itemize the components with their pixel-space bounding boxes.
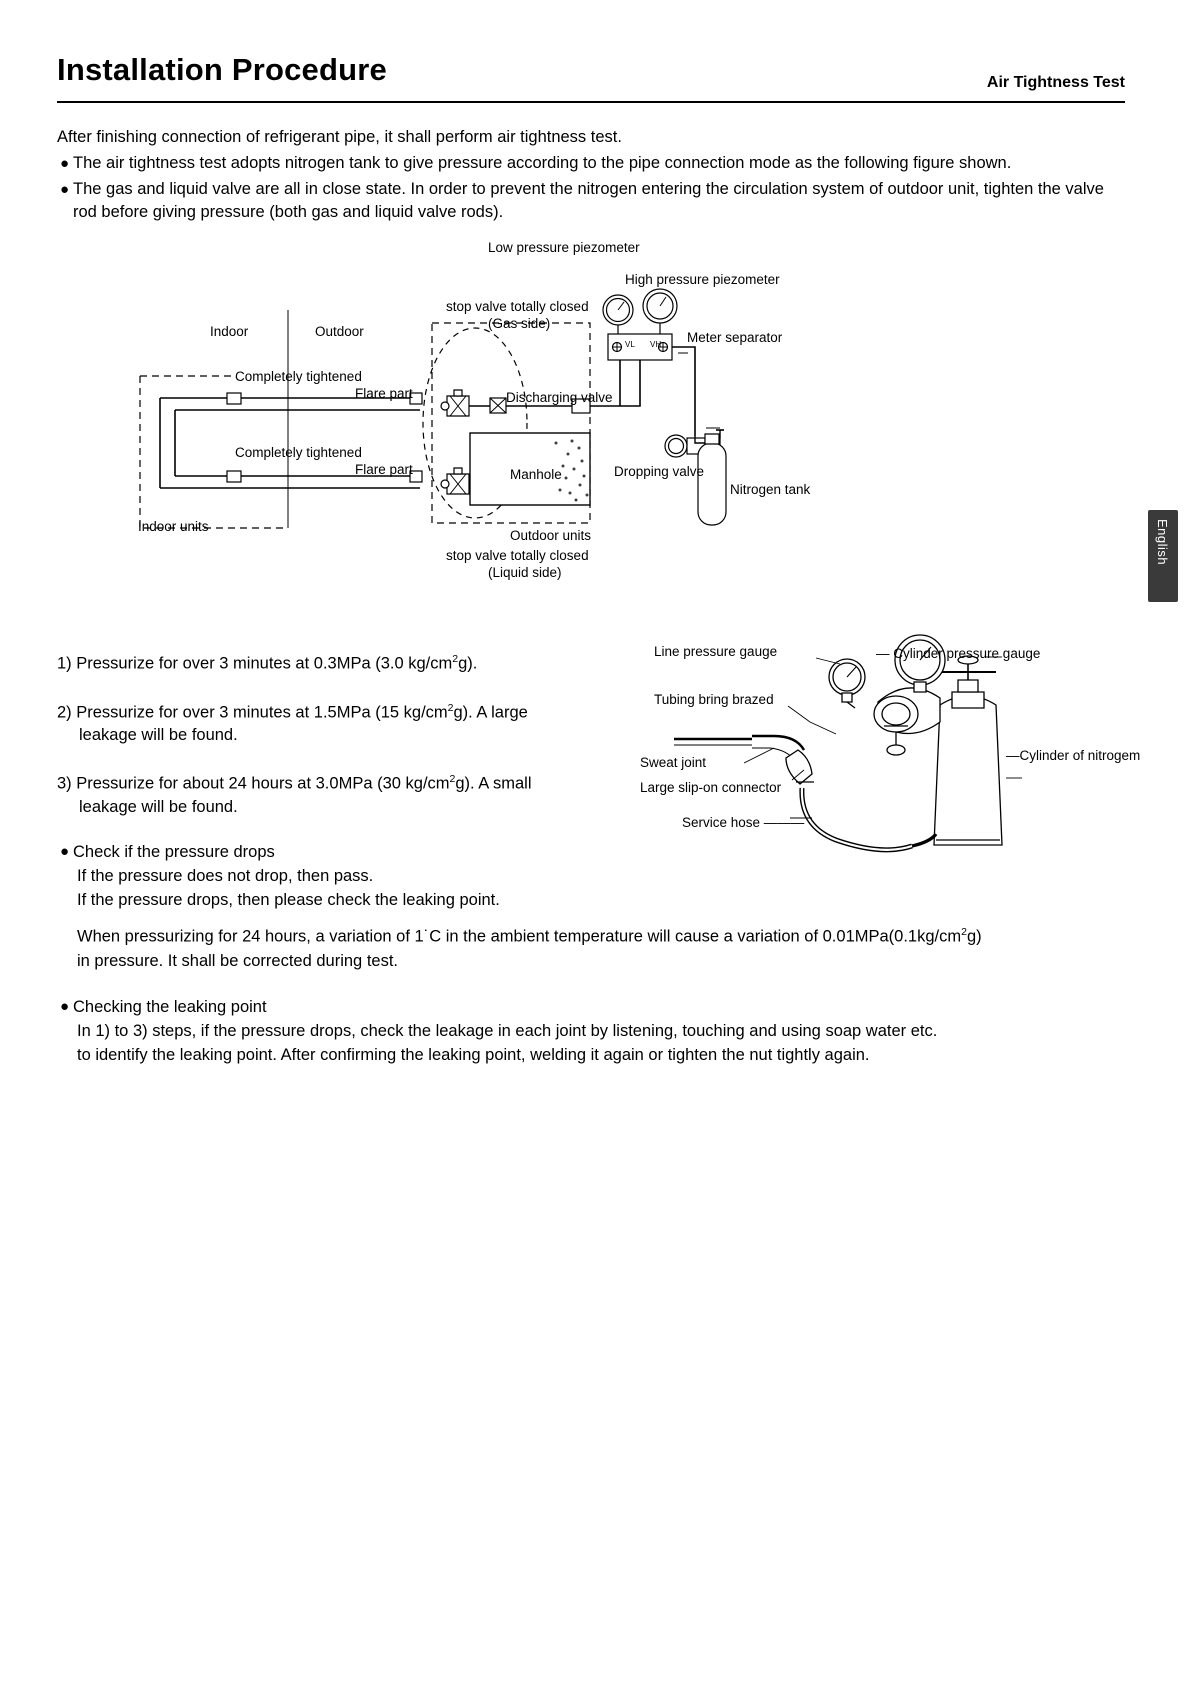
note-checking-leaking-point — [57, 995, 1127, 1067]
label-valve-hi: VH — [650, 340, 662, 349]
label-stop-valve-liquid-line2: (Liquid side) — [488, 565, 562, 580]
step-2-text-a: 2) Pressurize for over 3 minutes at 1.5MPa (15 kg/cm — [57, 703, 448, 721]
label-completely-tightened-1: Completely tightened — [235, 369, 362, 384]
page-header — [57, 52, 1125, 108]
bullet-dot-icon: ● — [60, 155, 70, 172]
label-sweat-joint: Sweat joint — [640, 755, 707, 770]
label-outdoor-units: Outdoor units — [510, 528, 592, 543]
label-stop-valve-gas-line2: (Gas side) — [488, 316, 551, 331]
note-1-line-3a: When pressurizing for 24 hours, a variation of 1 — [77, 927, 424, 946]
bullet-dot-icon: ● — [60, 181, 70, 198]
label-meter-separator: Meter separator — [687, 330, 783, 345]
label-high-pressure-piezometer-word: piezometer — [712, 272, 780, 287]
label-flare-part-2: Flare part — [355, 462, 413, 477]
intro-line: After finishing connection of refrigerant pipe, it shall perform air tightness test. — [57, 128, 622, 146]
label-dropping-valve: Dropping valve — [614, 464, 705, 479]
step-3-sup: 2 — [449, 773, 456, 785]
step-3-text-a: 3) Pressurize for about 24 hours at 3.0MPa (30 kg/cm — [57, 774, 450, 793]
spacer — [73, 912, 1127, 920]
label-low-pressure-piezometer — [488, 240, 640, 256]
label-completely-tightened-2: Completely tightened — [235, 445, 362, 460]
label-tubing-bring-brazed: Tubing bring brazed — [654, 692, 774, 707]
label-indoor-units: Indoor units — [138, 519, 209, 534]
step-2-sup: 2 — [447, 701, 454, 714]
intro-bullet-1 — [57, 152, 1127, 175]
step-1-sup: 2 — [452, 653, 459, 665]
intro-bullet-1-text: The air tightness test adopts nitrogen tank to give pressure according to the pipe connection mode as the following figure shown. — [73, 154, 1012, 172]
label-low-pressure-piezometer-word: piezometer — [572, 240, 640, 255]
step-3-text-b: g). A small — [455, 774, 532, 793]
intro-bullet-2 — [57, 178, 1127, 224]
header-divider — [57, 101, 1125, 103]
label-stop-valve-gas-line1: stop valve totally closed — [446, 299, 589, 314]
lower-notes — [57, 840, 1127, 1089]
intro-text — [57, 126, 1127, 224]
step-1-text-a: 1) Pressurize for over 3 minutes at 0.3MPa (3.0 kg/cm — [57, 654, 453, 673]
step-3-second-line: leakage will be found. — [79, 797, 238, 816]
label-flare-part-1: Flare part — [355, 386, 413, 401]
label-line-pressure-gauge: Line pressure gauge — [654, 644, 778, 659]
degree-symbol: ˙ — [423, 927, 430, 946]
nitrogen-cylinder-figure — [640, 630, 1141, 870]
label-manhole: Manhole — [510, 467, 562, 482]
step-2-second-line: leakage will be found. — [79, 726, 238, 744]
note-1-line-1: If the pressure does not drop, then pass. — [77, 867, 374, 885]
note-1-line-3 — [73, 920, 1127, 949]
step-item — [57, 648, 657, 676]
header-section-label: Air Tightness Test — [986, 74, 1125, 91]
label-valve-lo: VL — [625, 340, 635, 349]
step-item — [57, 697, 657, 748]
language-side-tab — [1148, 510, 1178, 602]
label-high-pressure-piezometer — [625, 272, 780, 288]
note-1-line-3b: C in the ambient temperature will cause a variation of 0.01MPa(0.1kg/cm — [429, 927, 962, 946]
language-side-tab-label: English — [1155, 519, 1170, 566]
note-1-line-3c: g) — [966, 927, 982, 946]
piping-diagram-figure — [120, 238, 950, 583]
label-cylinder-of-nitrogen-text: Cylinder of nitrogem — [1019, 748, 1141, 763]
note-check-pressure-drop — [57, 840, 1127, 973]
label-outdoor: Outdoor — [315, 324, 364, 339]
label-service-hose-text: Service hose — [682, 815, 761, 830]
note-1-line-2: If the pressure drops, then please check the leaking point. — [77, 891, 500, 909]
pressurize-steps — [57, 648, 657, 840]
note-1-line-4: in pressure. It shall be corrected during test. — [77, 951, 398, 970]
label-low-pressure-text: Low pressure — [488, 240, 570, 255]
label-discharging-valve: Discharging valve — [506, 390, 613, 405]
step-2-text-b: g). A large — [453, 703, 528, 721]
bullet-dot-icon: ● — [60, 997, 70, 1015]
note-1-heading: Check if the pressure drops — [73, 843, 275, 861]
bullet-dot-icon: ● — [60, 843, 70, 860]
page-title: Installation Procedure — [57, 52, 387, 87]
label-cylinder-pressure-gauge: — Cylinder pressure gauge — [876, 646, 1041, 661]
label-cylinder-pressure-gauge-text: Cylinder pressure gauge — [893, 646, 1041, 661]
label-indoor: Indoor — [210, 324, 249, 339]
label-stop-valve-liquid-line1: stop valve totally closed — [446, 548, 589, 563]
label-large-slip-on-connector: Large slip-on connector — [640, 780, 782, 795]
note-1-line-3-sup: 2 — [961, 926, 967, 938]
label-service-hose: Service hose ——— — [682, 815, 805, 830]
label-nitrogen-tank: Nitrogen tank — [730, 482, 811, 497]
note-2-heading: Checking the leaking point — [73, 997, 267, 1016]
note-2-line-1: In 1) to 3) steps, if the pressure drops, check the leakage in each joint by listening, touching and using soap water etc. — [77, 1021, 938, 1040]
intro-bullet-2-text: The gas and liquid valve are all in close state. In order to prevent the nitrogen entering the circulation system of outdoor unit, tighten the valve rod before giving pressure (both gas and liquid valve rods). — [73, 180, 1104, 221]
step-1-text-b: g). — [458, 654, 478, 673]
label-cylinder-of-nitrogen: —Cylinder of nitrogem — [1006, 748, 1141, 763]
label-high-pressure-text: High pressure — [625, 272, 710, 287]
step-item — [57, 768, 657, 819]
note-2-line-2: to identify the leaking point. After confirming the leaking point, welding it again or tighten the nut tightly again. — [77, 1045, 870, 1064]
